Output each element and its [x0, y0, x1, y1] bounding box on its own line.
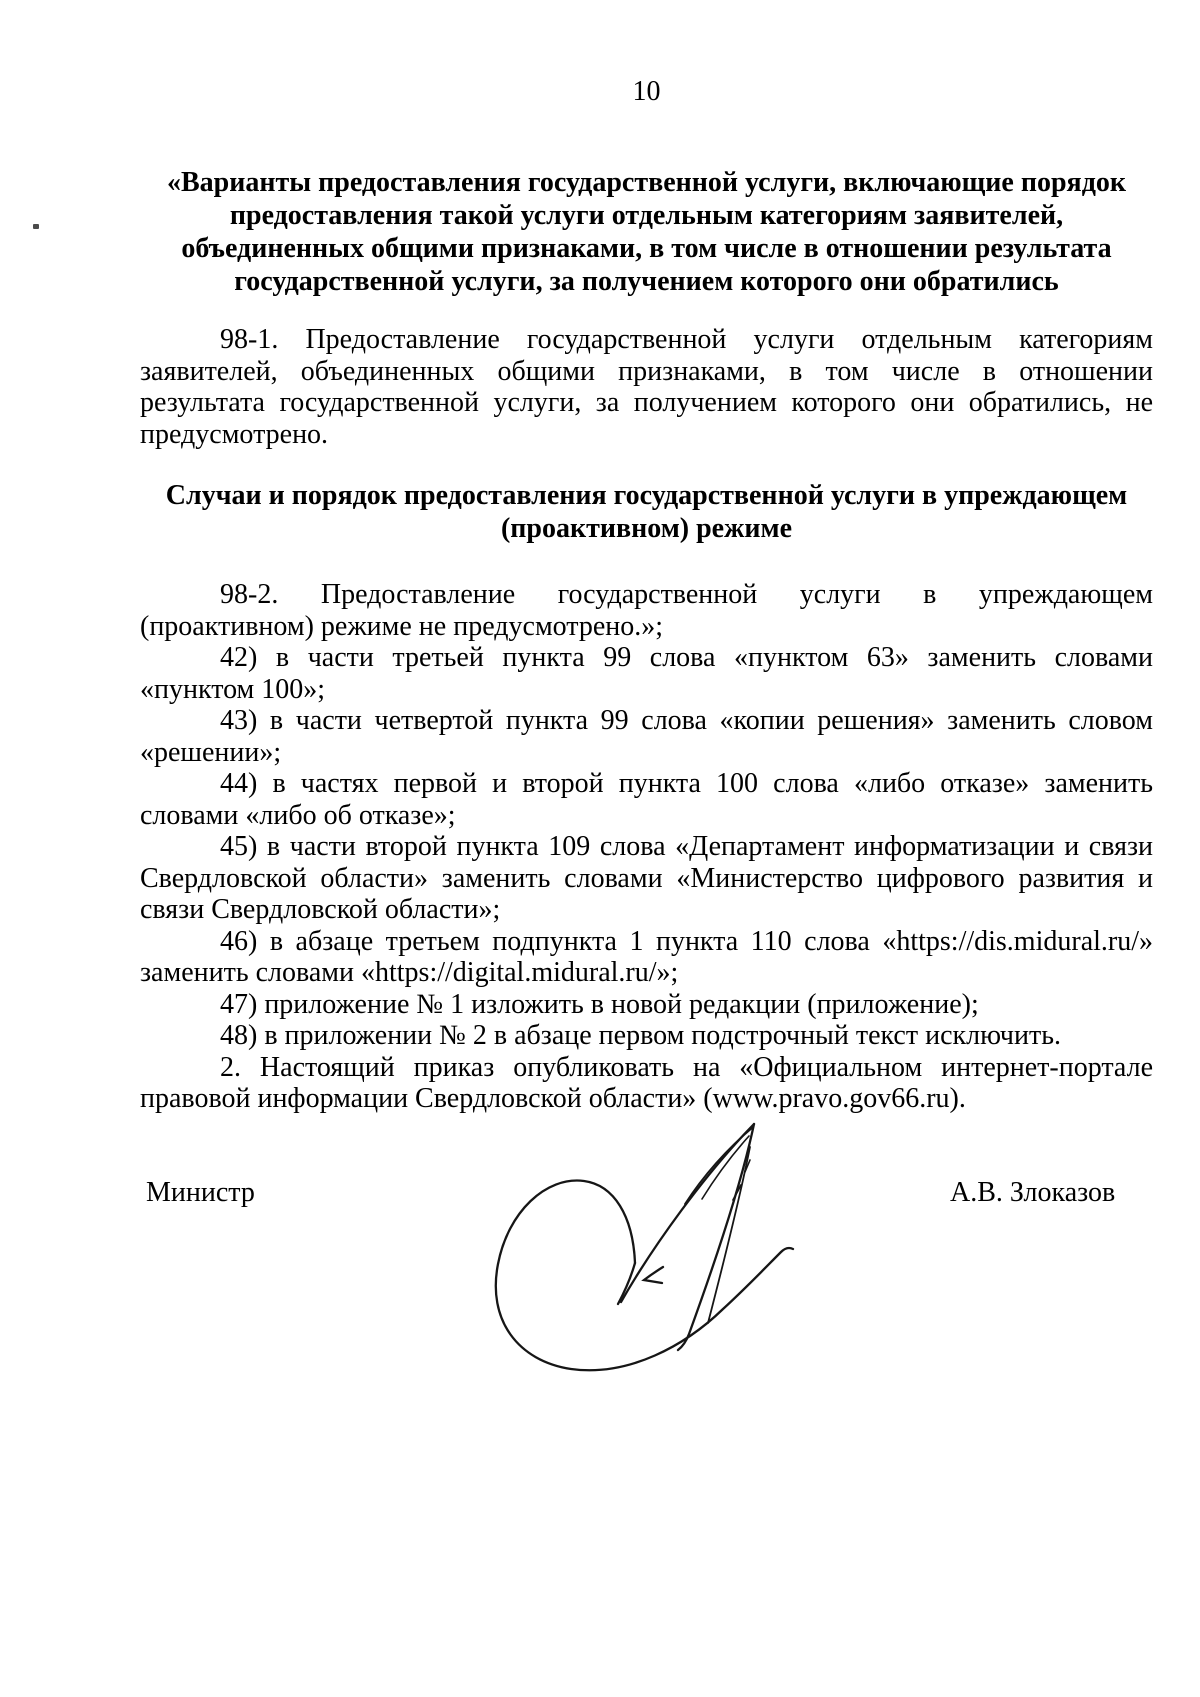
clause-98-1-block [140, 324, 1153, 450]
signer-name: А.В. Злоказов [950, 1177, 1116, 1208]
signer-position-label: Министр [146, 1177, 255, 1208]
amendments-block [140, 579, 1153, 1115]
heading-line: государственной услуги, за получением которого они обратились [234, 266, 1059, 297]
heading-line: (проактивном) режиме [500, 513, 793, 544]
heading-line: предоставления такой услуги отдельным категориям заявителей, [229, 200, 1064, 231]
amendment-item-45: 45) в части второй пункта 109 слова «Департамент информатизации и связи Свердловской области» заменить словами «Министерство цифрового развития и связи Свердловской области»; [140, 831, 1153, 925]
heading-line: объединенных общими признаками, в том числе в отношении результата [181, 233, 1112, 264]
page-number: 10 [632, 76, 661, 107]
section-heading-variants [140, 166, 1153, 298]
amendment-item-43: 43) в части четвертой пункта 99 слова «копии решения» заменить словом «решении»; [140, 705, 1153, 768]
clause-2-publish: 2. Настоящий приказ опубликовать на «Официальном интернет-портале правовой информации Свердловской области» (www.pravo.gov66.ru). [140, 1051, 1153, 1114]
amendment-item-47: 47) приложение № 1 изложить в новой редакции (приложение); [220, 988, 979, 1020]
clause-98-1: 98-1. Предоставление государственной услуги отдельным категориям заявителей, объединенных общими признаками, в том числе в отношении результата государственной услуги, за получением которого они обратились, не предусмотрено. [140, 324, 1153, 450]
amendment-item-48: 48) в приложении № 2 в абзаце первом подстрочный текст исключить. [220, 1020, 1061, 1051]
amendment-item-46: 46) в абзаце третьем подпункта 1 пункта 110 слова «https://dis.midural.ru/» заменить словами «https://digital.midural.ru/»; [140, 925, 1153, 988]
section-heading-proactive [140, 479, 1153, 545]
amendment-item-44: 44) в частях первой и второй пункта 100 слова «либо отказе» заменить словами «либо об отказе»; [140, 768, 1153, 831]
scan-artifact-dot [33, 224, 39, 229]
signature-strokes [480, 1110, 810, 1380]
heading-line: Случаи и порядок предоставления государственной услуги в упреждающем [165, 480, 1128, 511]
amendment-item-42: 42) в части третьей пункта 99 слова «пунктом 63» заменить словами «пунктом 100»; [140, 642, 1153, 705]
handwritten-signature [480, 1110, 810, 1380]
clause-98-2: 98-2. Предоставление государственной услуги в упреждающем (проактивном) режиме не предусмотрено.»; [140, 579, 1153, 642]
heading-line: «Варианты предоставления государственной услуги, включающие порядок [166, 167, 1126, 198]
